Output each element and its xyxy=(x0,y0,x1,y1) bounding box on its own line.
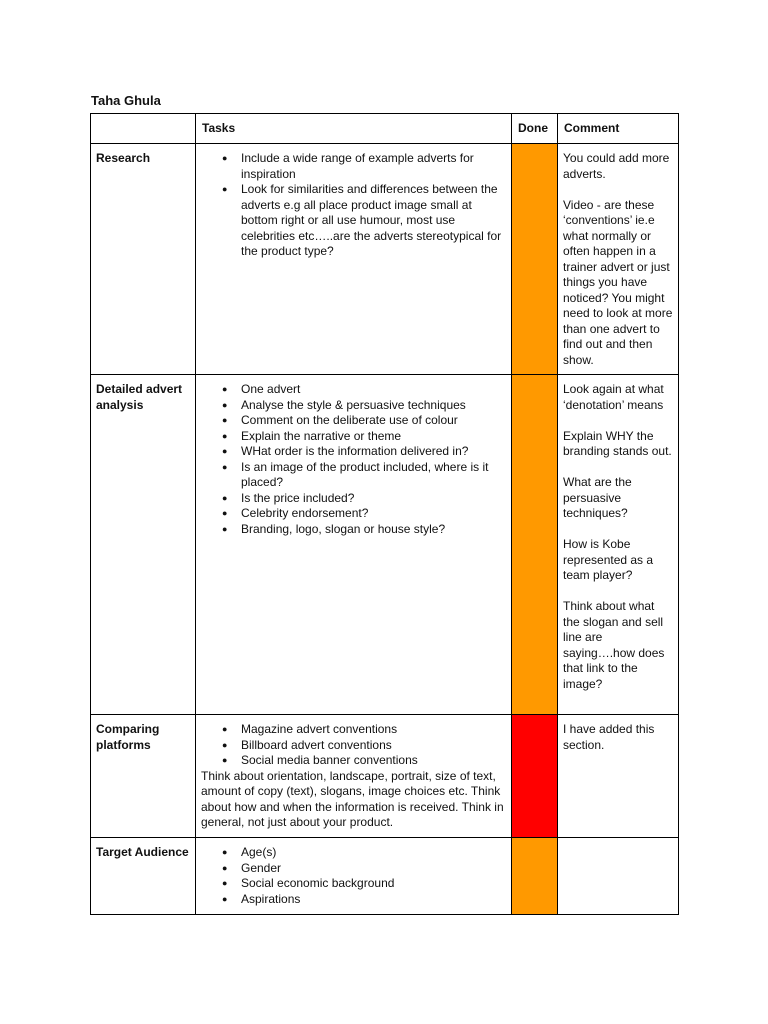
comment-text: Explain WHY the branding stands out. xyxy=(563,428,672,458)
student-name: Taha Ghula xyxy=(91,93,161,108)
section-title: Research xyxy=(96,151,151,165)
list-item: ● Gender xyxy=(196,861,506,877)
tasks-cell xyxy=(196,715,512,838)
list-item: ● Social media banner conventions xyxy=(196,753,506,769)
comment-text: What are the persuasive techniques? xyxy=(563,475,632,520)
task-table xyxy=(90,113,679,915)
list-item: ● Look for similarities and differences between the adverts e.g all place product image small at bottom right or all use humour, most use celebrities etc…..are the adverts stereotypical for the product type? xyxy=(196,182,506,260)
task-notes: Think about orientation, landscape, portrait, size of text, amount of copy (text), slogans, image choices etc. Think about how and when the information is received. Think in general, not just about your product. xyxy=(201,768,504,829)
done-status-cell xyxy=(512,715,558,838)
list-item: ● Analyse the style & persuasive techniques xyxy=(196,398,506,414)
comment-text: You could add more adverts. xyxy=(563,151,670,181)
comment-cell xyxy=(558,715,679,838)
list-item: ● Comment on the deliberate use of colour xyxy=(196,413,506,429)
section-cell xyxy=(91,838,196,915)
section-title: Comparing platforms xyxy=(96,722,160,752)
comment-text: Video - are these ‘conventions’ ie.e what normally or often happen in a trainer advert or just things you have noticed? You might need to look at more than one advert to find out and then show. xyxy=(563,197,673,367)
section-cell xyxy=(91,715,196,838)
section-title: Detailed advert analysis xyxy=(96,382,183,412)
list-item: ● Age(s) xyxy=(196,845,506,861)
header-tasks: Tasks xyxy=(196,114,512,144)
list-item: ● One advert xyxy=(196,382,506,398)
task-list xyxy=(196,722,506,769)
task-list xyxy=(196,151,506,260)
section-cell xyxy=(91,375,196,715)
header-done: Done xyxy=(512,114,558,144)
tasks-cell xyxy=(196,144,512,375)
tasks-cell xyxy=(196,838,512,915)
task-list xyxy=(196,845,506,907)
done-status-cell xyxy=(512,838,558,915)
table-row xyxy=(91,715,679,838)
list-item: ● Aspirations xyxy=(196,892,506,908)
table-header-row xyxy=(91,114,679,144)
comment-text: I have added this section. xyxy=(563,722,655,752)
list-item: ● Celebrity endorsement? xyxy=(196,506,506,522)
comment-cell xyxy=(558,838,679,915)
done-status-cell xyxy=(512,375,558,715)
comment-cell xyxy=(558,375,679,715)
table-row xyxy=(91,375,679,715)
task-list xyxy=(196,382,506,537)
list-item: ● Social economic background xyxy=(196,876,506,892)
list-item: ● Include a wide range of example adverts for inspiration xyxy=(196,151,506,182)
list-item: ● Is the price included? xyxy=(196,491,506,507)
header-comment: Comment xyxy=(558,114,679,144)
comment-text: Think about what the slogan and sell line are saying….how does that link to the image? xyxy=(563,599,665,691)
section-cell xyxy=(91,144,196,375)
list-item: ● Magazine advert conventions xyxy=(196,722,506,738)
comment-cell xyxy=(558,144,679,375)
tasks-cell xyxy=(196,375,512,715)
list-item: ● WHat order is the information delivered in? xyxy=(196,444,506,460)
list-item: ● Is an image of the product included, where is it placed? xyxy=(196,460,506,491)
comment-text: How is Kobe represented as a team player? xyxy=(563,537,654,582)
list-item: ● Explain the narrative or theme xyxy=(196,429,506,445)
section-title: Target Audience xyxy=(96,845,189,859)
list-item: ● Billboard advert conventions xyxy=(196,738,506,754)
done-status-cell xyxy=(512,144,558,375)
list-item: ● Branding, logo, slogan or house style? xyxy=(196,522,506,538)
table-row xyxy=(91,838,679,915)
comment-text: Look again at what ‘denotation’ means xyxy=(563,382,664,412)
header-section xyxy=(91,114,196,144)
table-row xyxy=(91,144,679,375)
